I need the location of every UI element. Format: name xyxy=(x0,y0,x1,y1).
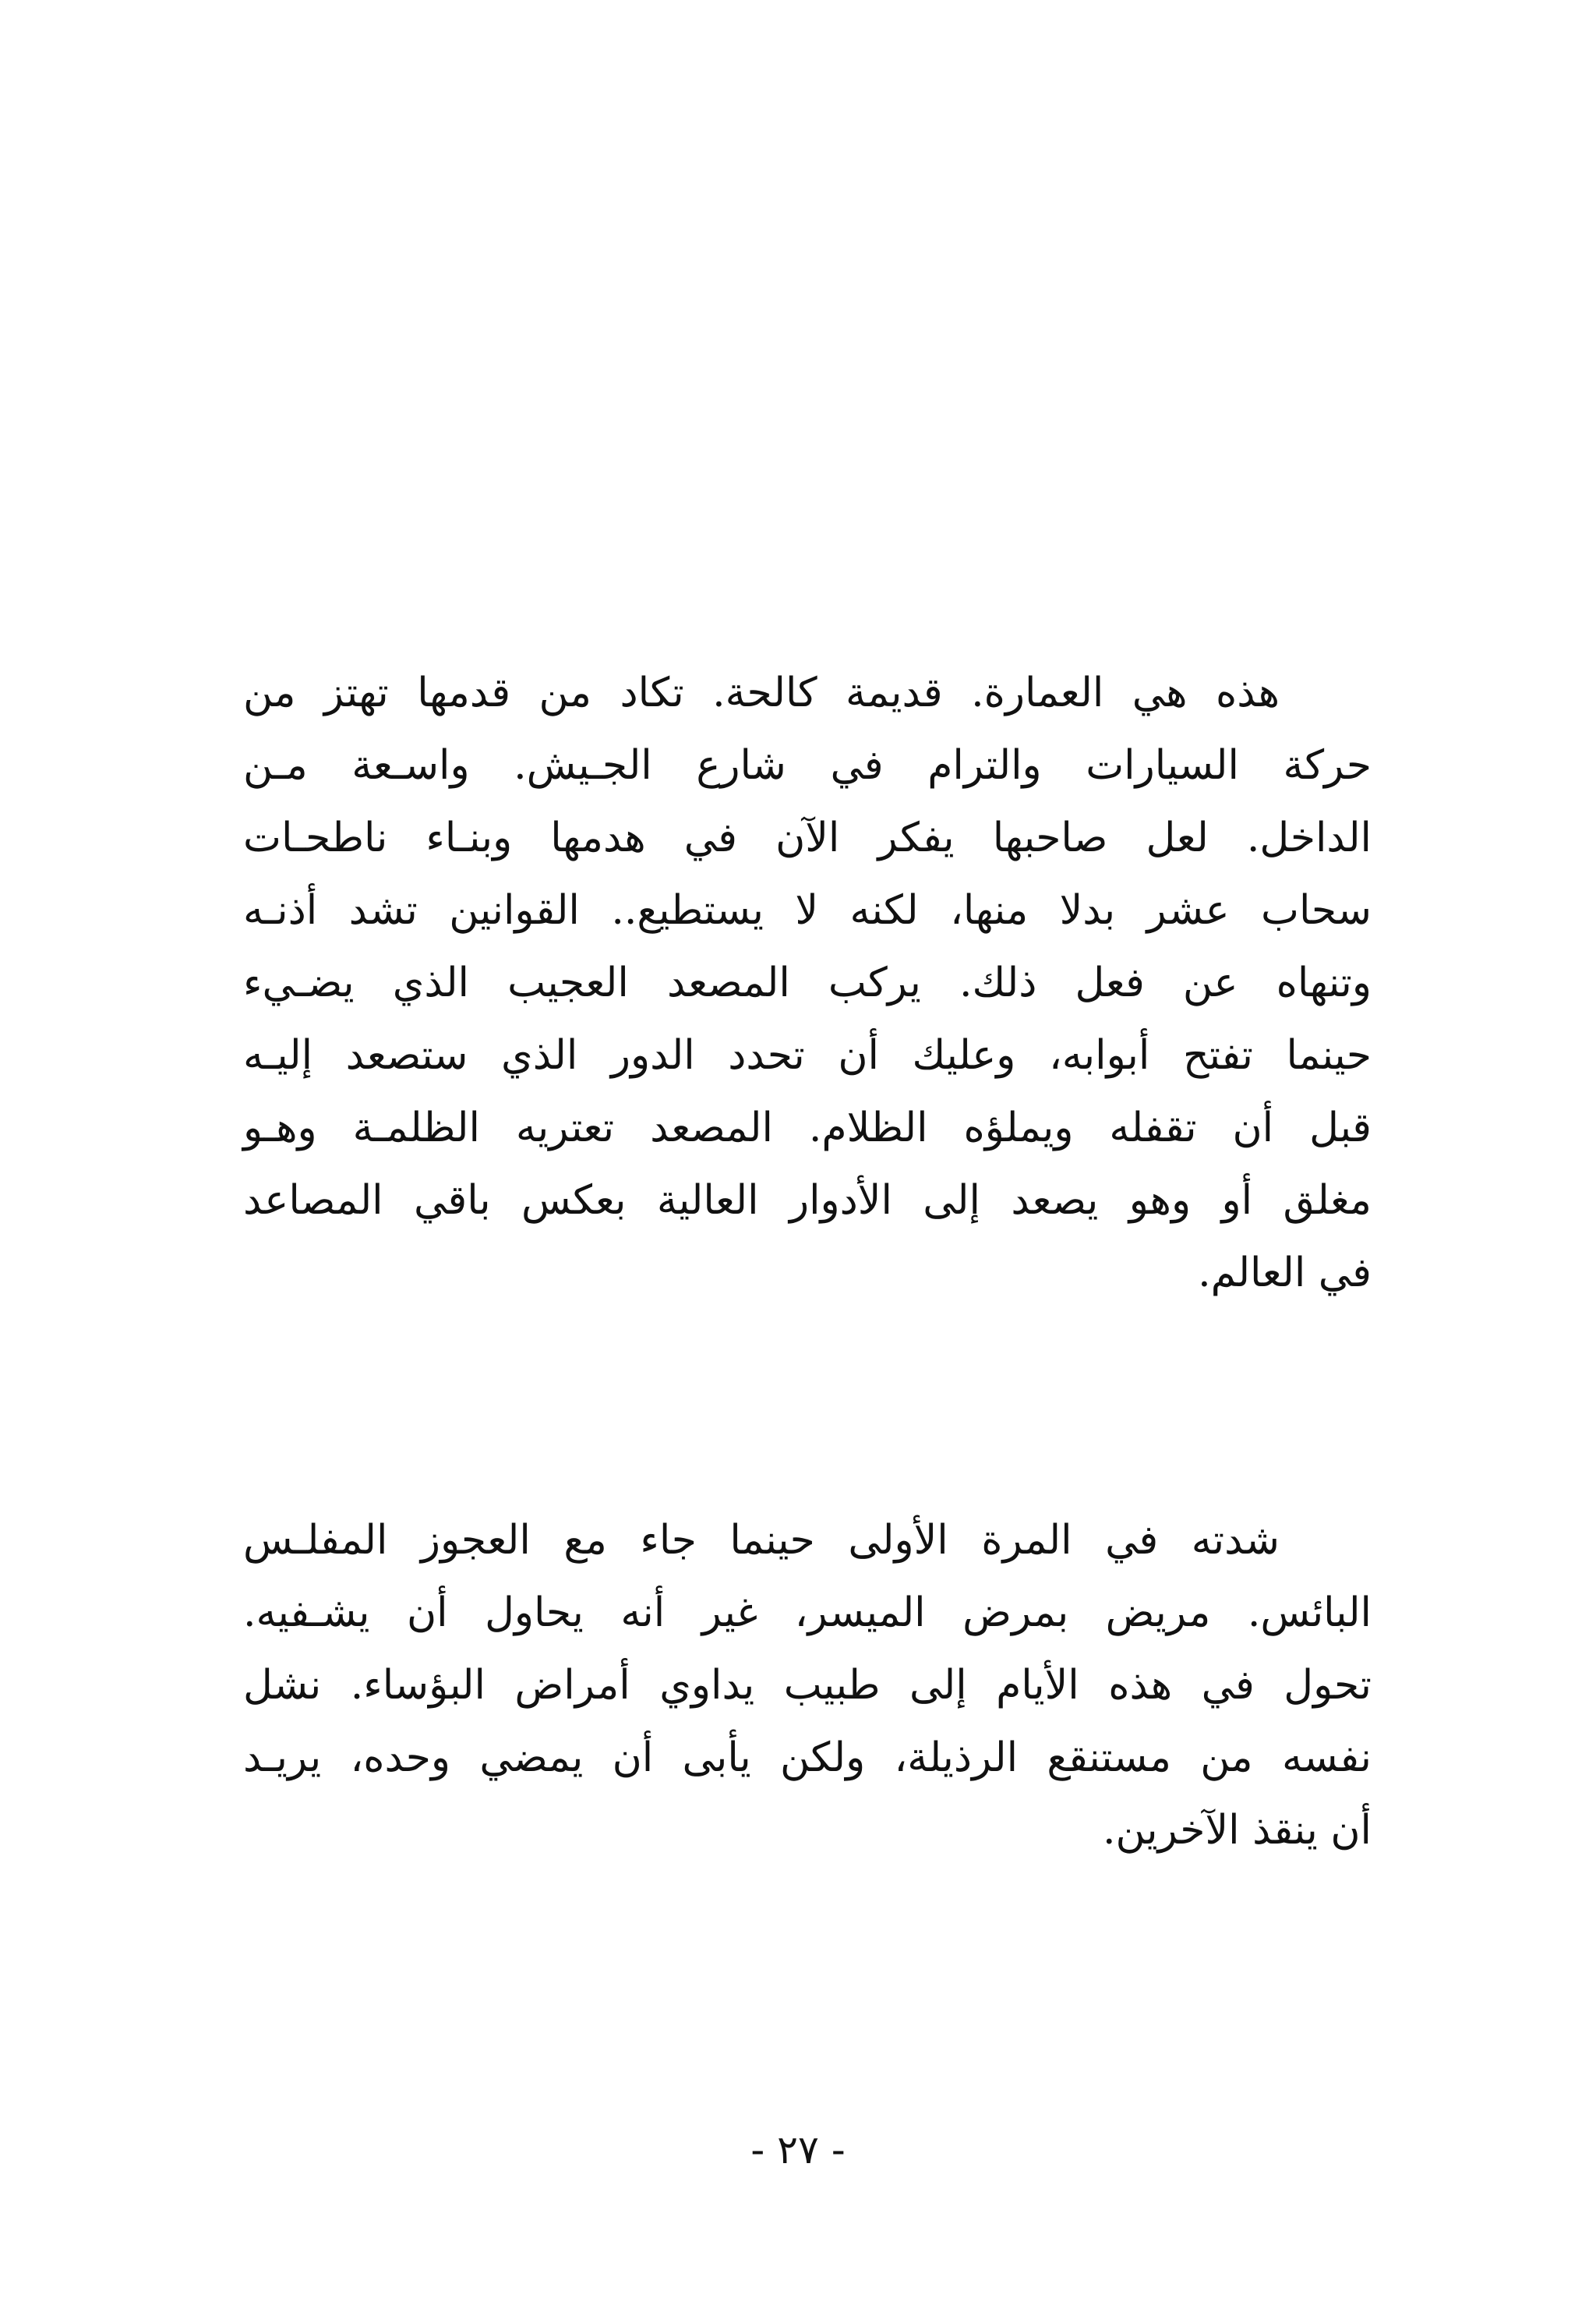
paragraph-line: أن ينقذ الآخرين. xyxy=(1103,1807,1372,1854)
paragraph-line: تحول في هذه الأيام إلى طبيب يداوي أمراض البؤساء. نشل xyxy=(243,1662,1372,1709)
paragraph-line: نفسه من مستنقع الرذيلة، ولكن يأبى أن يمضي وحده، يريـد xyxy=(243,1734,1372,1781)
paragraph-line: هذه هي العمارة. قديمة كالحة. تكاد من قدمها تهتز من xyxy=(243,670,1280,716)
paragraph-line: مغلق أو وهو يصعد إلى الأدوار العالية بعكس باقي المصاعد xyxy=(243,1177,1372,1224)
paragraph-line: سحاب عشر بدلا منها، لكنه لا يستطيع.. القوانين تشد أذنـه xyxy=(243,887,1372,934)
paragraph-line: حركة السيارات والترام في شارع الجـيش. واسـعة مـن xyxy=(243,742,1372,789)
paragraph-1 xyxy=(243,657,1372,1310)
paragraph-line: الداخل. لعل صاحبها يفكر الآن في هدمها وبنـاء ناطحـات xyxy=(243,815,1372,861)
paragraph-line: وتنهاه عن فعل ذلك. يركب المصعد العجيب الذي يضـيء xyxy=(243,960,1372,1006)
paragraph-line: حينما تفتح أبوابه، وعليك أن تحدد الدور الذي ستصعد إليـه xyxy=(243,1032,1372,1079)
paragraph-2 xyxy=(243,1504,1372,1867)
paragraph-line: في العالم. xyxy=(1198,1250,1372,1296)
paragraph-line: البائس. مريض بمرض الميسر، غير أنه يحاول أن يشـفيه. xyxy=(243,1589,1372,1636)
paragraph-line: قبل أن تقفله ويملؤه الظلام. المصعد تعتريه الظلمـة وهـو xyxy=(243,1105,1372,1151)
paragraph-line: شدته في المرة الأولى حينما جاء مع العجوز المفلـس xyxy=(243,1517,1280,1564)
page-number: - ٢٧ - xyxy=(750,2127,846,2172)
